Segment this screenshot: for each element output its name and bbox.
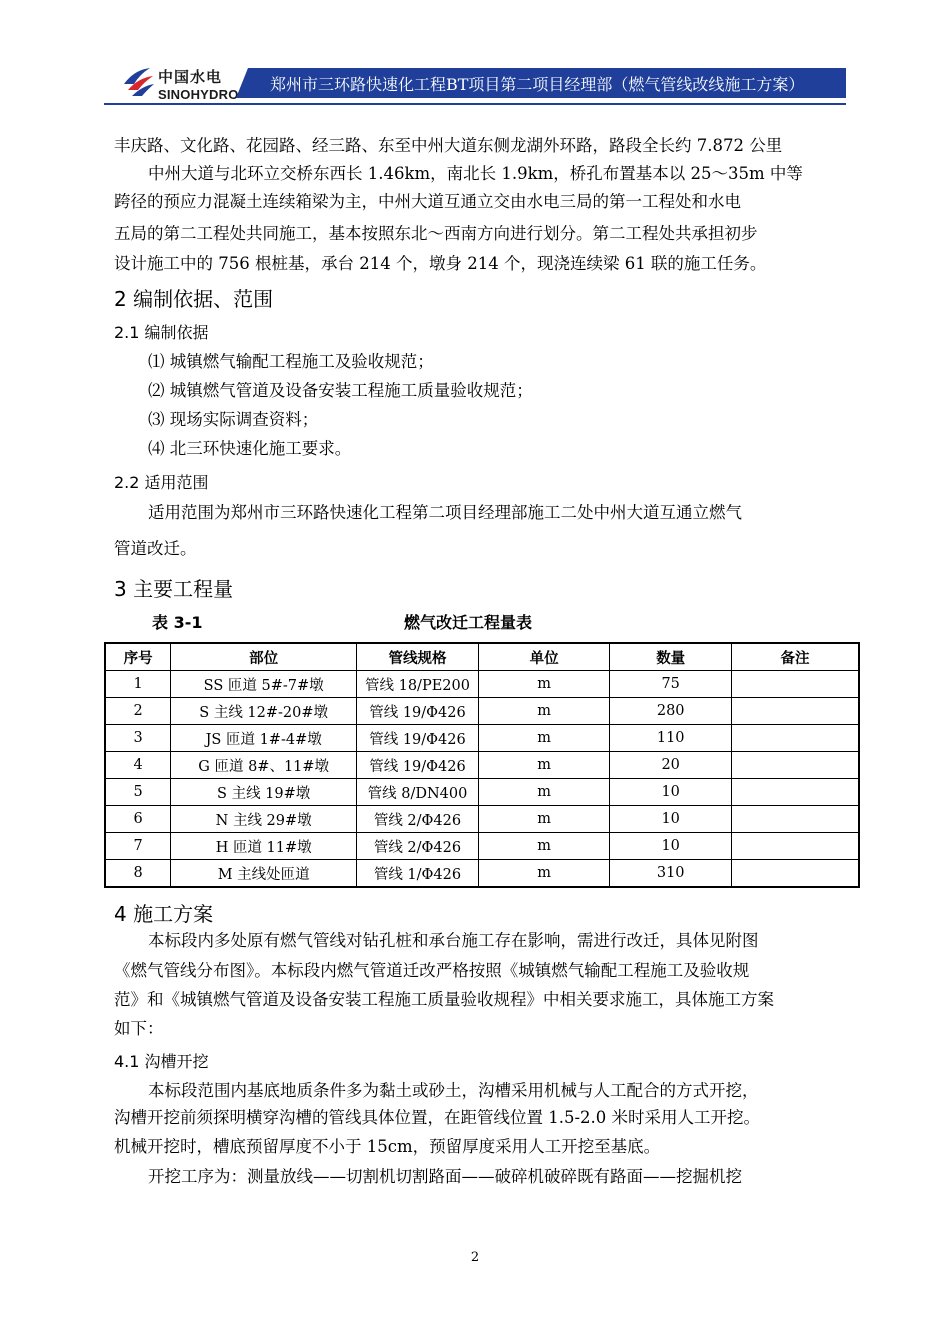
table-row xyxy=(105,698,859,725)
scope-line: 适用范围为郑州市三环路快速化工程第二项目经理部施工二处中州大道互通立燃气 xyxy=(148,503,742,522)
table-cell: 3 xyxy=(105,725,171,752)
table-cell: 5 xyxy=(105,779,171,806)
table-cell: 管线 2/Φ426 xyxy=(357,833,479,860)
table-cell: 1 xyxy=(105,671,171,698)
table-cell: 管线 18/PE200 xyxy=(357,671,479,698)
section-2-2-heading: 2.2 适用范围 xyxy=(114,473,209,492)
intro-line: 丰庆路、文化路、花园路、经三路、东至中州大道东侧龙湖外环路，路段全长约 7.872 公里 xyxy=(114,136,783,155)
table-cell: 管线 19/Φ426 xyxy=(357,698,479,725)
table-cell: 管线 8/DN400 xyxy=(357,779,479,806)
basis-item: ⑶ 现场实际调查资料； xyxy=(148,410,319,429)
table-cell: m xyxy=(478,752,609,779)
basis-item: ⑷ 北三环快速化施工要求。 xyxy=(148,439,352,458)
intro-line: 设计施工中的 756 根桩基，承台 214 个，墩身 214 个，现浇连续梁 61 联的施工任务。 xyxy=(114,254,767,273)
sinohydro-logo-mark-icon xyxy=(120,62,156,102)
table-cell: 管线 2/Φ426 xyxy=(357,806,479,833)
table-header-row xyxy=(105,643,859,671)
table-cell: M 主线处匝道 xyxy=(171,860,357,888)
intro-line: 中州大道与北环立交桥东西长 1.46km，南北长 1.9km，桥孔布置基本以 25～35m 中等 xyxy=(148,164,803,183)
table-cell: m xyxy=(478,779,609,806)
page-number: 2 xyxy=(470,1250,480,1265)
table-title: 燃气改迁工程量表 xyxy=(404,613,533,632)
table-cell: m xyxy=(478,725,609,752)
table-cell: S 主线 19#墩 xyxy=(171,779,357,806)
table-row xyxy=(105,671,859,698)
logo-chinese-text: 中国水电 xyxy=(158,68,223,86)
sinohydro-logo xyxy=(120,62,238,106)
table-row xyxy=(105,752,859,779)
table-row xyxy=(105,833,859,860)
table-cell: 6 xyxy=(105,806,171,833)
header-title: 郑州市三环路快速化工程BT项目第二项目经理部（燃气管线改线施工方案） xyxy=(270,75,805,94)
section-4-heading: 4 施工方案 xyxy=(114,902,214,926)
table-cell: SS 匝道 5#-7#墩 xyxy=(171,671,357,698)
quantity-table xyxy=(104,642,860,888)
table-cell xyxy=(731,779,859,806)
column-header: 数量 xyxy=(610,643,732,671)
table-cell: m xyxy=(478,860,609,888)
table-cell: 7 xyxy=(105,833,171,860)
column-header: 序号 xyxy=(105,643,171,671)
plan-line: 如下： xyxy=(114,1019,164,1038)
column-header: 部位 xyxy=(171,643,357,671)
table-row xyxy=(105,779,859,806)
table-row xyxy=(105,860,859,888)
plan-line: 范》和《城镇燃气管道及设备安装工程施工质量验收规程》中相关要求施工，具体施工方案 xyxy=(114,990,774,1009)
scope-line: 管道改迁。 xyxy=(114,539,197,558)
table-cell: 310 xyxy=(610,860,732,888)
intro-line: 五局的第二工程处共同施工，基本按照东北～西南方向进行划分。第二工程处共承担初步 xyxy=(114,224,758,243)
table-cell: S 主线 12#-20#墩 xyxy=(171,698,357,725)
table-cell: G 匝道 8#、11#墩 xyxy=(171,752,357,779)
plan-line: 本标段内多处原有燃气管线对钻孔桩和承台施工存在影响，需进行改迁，具体见附图 xyxy=(148,931,759,950)
trench-line: 开挖工序为：测量放线——切割机切割路面——破碎机破碎既有路面——挖掘机挖 xyxy=(148,1167,742,1186)
header-banner-slant xyxy=(236,68,248,98)
trench-line: 沟槽开挖前须探明横穿沟槽的管线具体位置，在距管线位置 1.5-2.0 米时采用人工开挖。 xyxy=(114,1108,761,1127)
table-cell: m xyxy=(478,698,609,725)
column-header: 备注 xyxy=(731,643,859,671)
table-cell: JS 匝道 1#-4#墩 xyxy=(171,725,357,752)
table-cell: 75 xyxy=(610,671,732,698)
table-cell xyxy=(731,806,859,833)
plan-line: 《燃气管线分布图》。本标段内燃气管道迁改严格按照《城镇燃气输配工程施工及验收规 xyxy=(114,961,750,980)
table-number: 表 3-1 xyxy=(152,613,203,632)
table-cell: H 匝道 11#墩 xyxy=(171,833,357,860)
table-cell: 2 xyxy=(105,698,171,725)
table-cell xyxy=(731,833,859,860)
table-cell: 280 xyxy=(610,698,732,725)
table-cell xyxy=(731,698,859,725)
table-cell: m xyxy=(478,671,609,698)
table-cell: 4 xyxy=(105,752,171,779)
table-cell xyxy=(731,725,859,752)
basis-item: ⑴ 城镇燃气输配工程施工及验收规范； xyxy=(148,352,434,371)
table-cell: m xyxy=(478,806,609,833)
table-cell: 8 xyxy=(105,860,171,888)
table-cell: 110 xyxy=(610,725,732,752)
table-cell xyxy=(731,752,859,779)
table-cell: 10 xyxy=(610,833,732,860)
trench-line: 本标段范围内基底地质条件多为黏土或砂土，沟槽采用机械与人工配合的方式开挖， xyxy=(148,1081,759,1100)
table-row xyxy=(105,725,859,752)
logo-english-text: SINOHYDRO xyxy=(158,87,239,102)
table-cell xyxy=(731,860,859,888)
header-banner xyxy=(248,68,846,98)
section-3-heading: 3 主要工程量 xyxy=(114,577,234,601)
table-cell: 管线 19/Φ426 xyxy=(357,725,479,752)
table-cell xyxy=(731,671,859,698)
table-row xyxy=(105,806,859,833)
section-2-1-heading: 2.1 编制依据 xyxy=(114,323,209,342)
table-cell: 管线 1/Φ426 xyxy=(357,860,479,888)
column-header: 单位 xyxy=(478,643,609,671)
section-4-1-heading: 4.1 沟槽开挖 xyxy=(114,1052,209,1071)
section-2-heading: 2 编制依据、范围 xyxy=(114,287,274,311)
table-cell: 管线 19/Φ426 xyxy=(357,752,479,779)
header-rule xyxy=(104,103,846,105)
table-cell: N 主线 29#墩 xyxy=(171,806,357,833)
table-cell: m xyxy=(478,833,609,860)
intro-line: 跨径的预应力混凝土连续箱梁为主，中州大道互通立交由水电三局的第一工程处和水电 xyxy=(114,192,741,211)
trench-line: 机械开挖时，槽底预留厚度不小于 15cm，预留厚度采用人工开挖至基底。 xyxy=(114,1137,661,1156)
table-cell: 10 xyxy=(610,806,732,833)
column-header: 管线规格 xyxy=(357,643,479,671)
table-cell: 10 xyxy=(610,779,732,806)
basis-item: ⑵ 城镇燃气管道及设备安装工程施工质量验收规范； xyxy=(148,381,533,400)
table-cell: 20 xyxy=(610,752,732,779)
